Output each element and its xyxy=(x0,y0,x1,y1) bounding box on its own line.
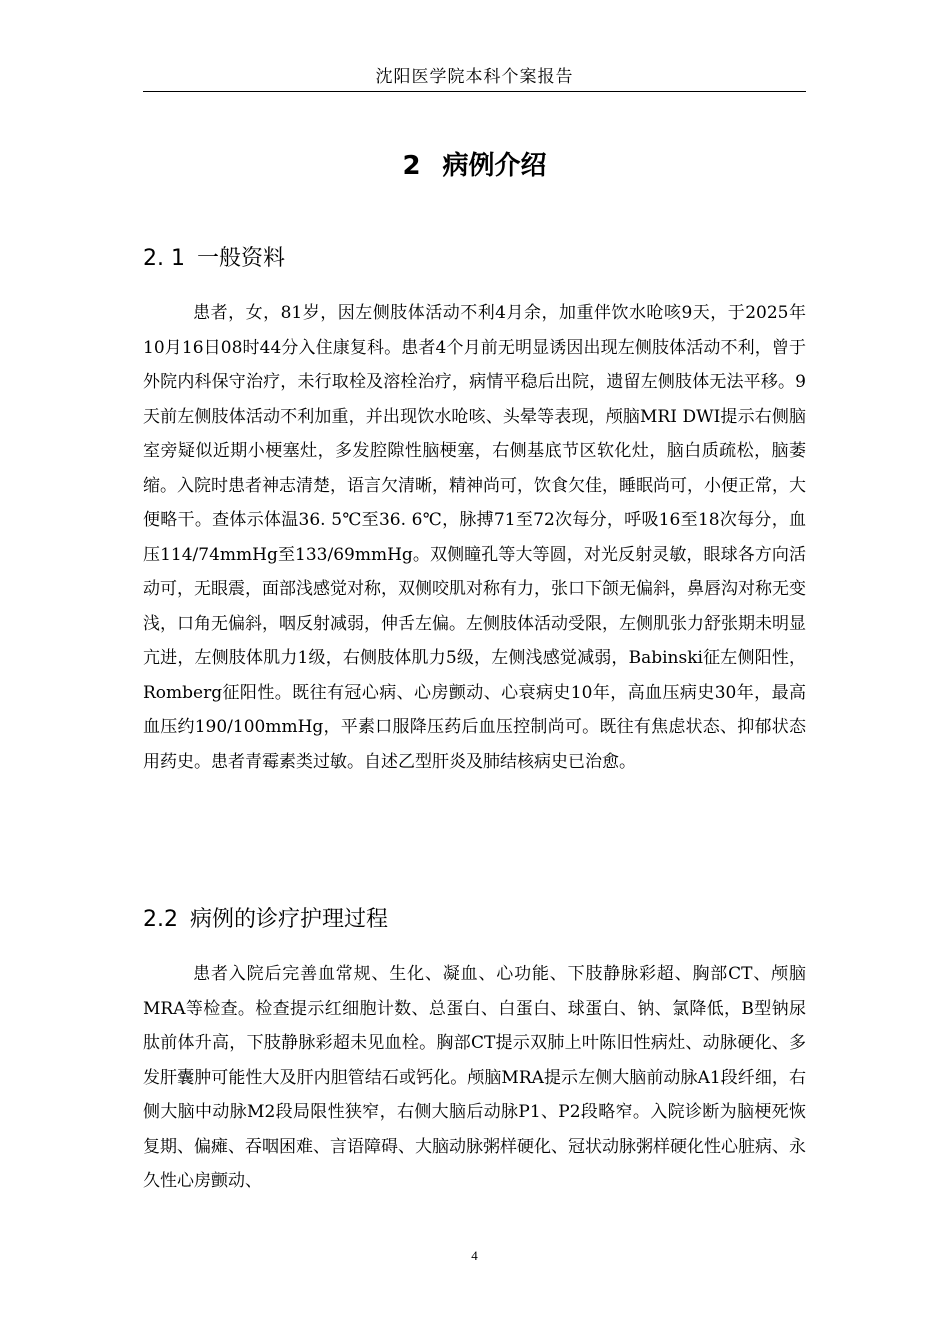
chapter-number: 2 xyxy=(402,151,421,181)
chapter-title xyxy=(143,148,806,184)
paragraph-general-info: 患者，女，81岁，因左侧肢体活动不利4月余，加重伴饮水呛咳9天，于2025年10月16日08时44分入住康复科。患者4个月前无明显诱因出现左侧肢体活动不利，曾于外院内科保守治疗，未行取栓及溶栓治疗，病情平稳后出院，遗留左侧肢体无法平移。9天前左侧肢体活动不利加重，并出现饮水呛咳、头晕等表现，颅脑MRI DWI提示右侧脑室旁疑似近期小梗塞灶，多发腔隙性脑梗塞，右侧基底节区软化灶，脑白质疏松，脑萎缩。入院时患者神志清楚，语言欠清晰，精神尚可，饮食欠佳，睡眠尚可，小便正常，大便略干。查体示体温36. 5℃至36. 6℃，脉搏71至72次每分，呼吸16至18次每分，血压114/74mmHg至133/69mmHg。双侧瞳孔等大等圆，对光反射灵敏，眼球各方向活动可，无眼震，面部浅感觉对称，双侧咬肌对称有力，张口下颌无偏斜，鼻唇沟对称无变浅，口角无偏斜，咽反射减弱，伸舌左偏。左侧肢体活动受限，左侧肌张力舒张期未明显亢进，左侧肢体肌力1级，右侧肢体肌力5级，左侧浅感觉减弱，Babinski征左侧阳性，Romberg征阳性。既往有冠心病、心房颤动、心衰病史10年，高血压病史30年，最高血压约190/100mmHg，平素口服降压药后血压控制尚可。既往有焦虑状态、抑郁状态用药史。患者青霉素类过敏。自述乙型肝炎及肺结核病史已治愈。 xyxy=(143,303,806,772)
section-number: 2.2 xyxy=(143,907,178,932)
section-title-text: 病例的诊疗护理过程 xyxy=(190,907,389,932)
section-title-text: 一般资料 xyxy=(196,246,285,271)
running-header: 沈阳医学院本科个案报告 xyxy=(375,67,574,87)
section-heading-treatment-process xyxy=(143,905,388,935)
chapter-title-text: 病例介绍 xyxy=(442,151,547,181)
paragraph-treatment-process: 患者入院后完善血常规、生化、凝血、心功能、下肢静脉彩超、胸部CT、颅脑MRA等检查。检查提示红细胞计数、总蛋白、白蛋白、球蛋白、钠、氯降低，B型钠尿肽前体升高，下肢静脉彩超未见血栓。胸部CT提示双肺上叶陈旧性病灶、动脉硬化、多发肝囊肿可能性大及肝内胆管结石或钙化。颅脑MRA提示左侧大脑前动脉A1段纤细，右侧大脑中动脉M2段局限性狭窄，右侧大脑后动脉P1、P2段略窄。入院诊断为脑梗死恢复期、偏瘫、吞咽困难、言语障碍、大脑动脉粥样硬化、冠状动脉粥样硬化性心脏病、永久性心房颤动、 xyxy=(143,964,806,1191)
section-heading-general-info xyxy=(143,244,285,274)
header-rule xyxy=(143,91,806,92)
page-number: 4 xyxy=(471,1248,478,1263)
section-number: 2. 1 xyxy=(143,246,185,271)
